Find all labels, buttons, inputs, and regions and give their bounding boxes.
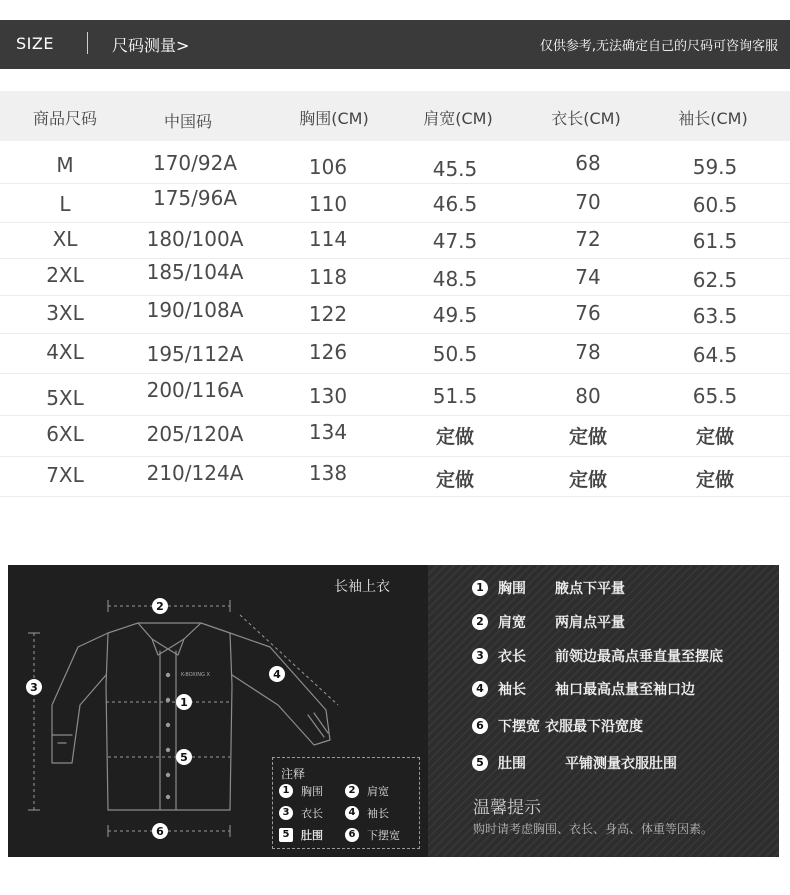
diagram-legend xyxy=(272,757,420,849)
instruction-hem: 6 下摆宽 衣服最下沿宽度 xyxy=(472,716,643,736)
cell-sleeve: 64.5 xyxy=(692,343,738,367)
cell-cn-code: 200/116A xyxy=(146,378,244,402)
table-row xyxy=(0,416,790,457)
cell-sleeve: 定做 xyxy=(695,469,735,491)
left-cuff xyxy=(52,735,72,743)
cell-size: 3XL xyxy=(46,301,84,325)
cell-size: 6XL xyxy=(46,422,84,446)
table-row xyxy=(0,457,790,497)
marker-2: 2 xyxy=(156,600,164,613)
cell-size: XL xyxy=(52,227,78,251)
cell-chest: 130 xyxy=(308,384,348,408)
cell-cn-code: 180/100A xyxy=(146,227,244,251)
cell-size: 2XL xyxy=(46,263,84,287)
col-header-sleeve: 袖长(CM) xyxy=(678,109,748,128)
table-row xyxy=(0,223,790,259)
cell-sleeve: 61.5 xyxy=(692,229,738,253)
cell-cn-code: 185/104A xyxy=(146,260,244,284)
size-table-header xyxy=(0,91,790,141)
cell-chest: 134 xyxy=(308,420,348,444)
cell-length: 68 xyxy=(575,151,601,175)
cell-shoulder: 48.5 xyxy=(432,267,478,291)
marker-4: 4 xyxy=(273,668,281,681)
cell-size: M xyxy=(56,153,74,177)
cell-length: 78 xyxy=(575,340,601,364)
cell-length: 72 xyxy=(575,227,601,251)
marker-6: 6 xyxy=(156,825,164,838)
cell-chest: 106 xyxy=(308,155,348,179)
instruction-chest: 1 胸围 腋点下平量 xyxy=(472,578,625,598)
instruction-sleeve: 4 袖长 袖口最高点量至袖口边 xyxy=(472,679,695,699)
cell-sleeve: 62.5 xyxy=(692,268,738,292)
row-divider xyxy=(0,496,790,497)
legend-item-shoulder: 2 肩宽 xyxy=(345,783,389,799)
cell-cn-code: 170/92A xyxy=(152,151,238,175)
cell-shoulder: 定做 xyxy=(435,469,475,491)
shirt-collar xyxy=(138,623,201,655)
cell-sleeve: 65.5 xyxy=(692,384,738,408)
table-row xyxy=(0,184,790,223)
cell-shoulder: 46.5 xyxy=(432,192,478,216)
brand-mark: K-BOXING X xyxy=(181,672,210,678)
col-header-size: 商品尺码 xyxy=(32,109,98,128)
instruction-belly: 5 肚围 平铺测量衣服肚围 xyxy=(472,753,677,773)
instruction-shoulder: 2 肩宽 两肩点平量 xyxy=(472,612,625,632)
cell-size: L xyxy=(59,192,71,216)
legend-item-chest: 1 胸围 xyxy=(279,783,323,799)
cell-shoulder: 47.5 xyxy=(432,229,478,253)
shirt-body-outline xyxy=(106,623,232,810)
cell-cn-code: 190/108A xyxy=(146,298,244,322)
col-header-length: 衣长(CM) xyxy=(551,109,621,128)
cell-shoulder: 45.5 xyxy=(432,157,478,181)
cell-sleeve: 63.5 xyxy=(692,304,738,328)
cell-chest: 114 xyxy=(308,227,348,251)
sleeve-line xyxy=(240,615,338,705)
tip-title: 温馨提示 xyxy=(473,798,541,818)
cell-chest: 122 xyxy=(308,302,348,326)
cell-length: 80 xyxy=(575,384,601,408)
table-row xyxy=(0,374,790,416)
cell-chest: 118 xyxy=(308,265,348,289)
measure-link[interactable]: 尺码测量> xyxy=(112,36,190,55)
cell-length: 74 xyxy=(575,265,601,289)
cell-length: 70 xyxy=(575,190,601,214)
garment-type-title: 长袖上衣 xyxy=(334,579,390,595)
col-header-cn: 中国码 xyxy=(163,112,213,131)
size-label: SIZE xyxy=(16,34,54,53)
reference-note: 仅供参考,无法确定自己的尺码可咨询客服 xyxy=(539,39,778,54)
cell-shoulder: 49.5 xyxy=(432,303,478,327)
table-row xyxy=(0,296,790,334)
legend-item-sleeve: 4 袖长 xyxy=(345,805,389,821)
table-row xyxy=(0,334,790,374)
marker-3: 3 xyxy=(30,681,38,694)
header-divider xyxy=(87,32,88,54)
cell-length: 定做 xyxy=(568,426,608,448)
cell-shoulder: 50.5 xyxy=(432,342,478,366)
size-header-bar xyxy=(0,20,790,69)
cell-sleeve: 60.5 xyxy=(692,193,738,217)
marker-5: 5 xyxy=(180,751,188,764)
cell-cn-code: 205/120A xyxy=(146,422,244,446)
cell-sleeve: 定做 xyxy=(695,426,735,448)
right-cuff xyxy=(308,713,328,737)
tip-text: 购时请考虑胸围、衣长、身高、体重等因素。 xyxy=(473,822,714,836)
cell-shoulder: 51.5 xyxy=(432,384,478,408)
cell-length: 76 xyxy=(575,301,601,325)
marker-1: 1 xyxy=(180,696,188,709)
cell-chest: 110 xyxy=(308,192,348,216)
legend-title: 注释 xyxy=(281,767,306,781)
cell-size: 4XL xyxy=(46,340,84,364)
cell-size: 7XL xyxy=(46,463,84,487)
cell-cn-code: 195/112A xyxy=(146,342,244,366)
cell-chest: 126 xyxy=(308,340,348,364)
cell-size: 5XL xyxy=(46,386,84,410)
legend-item-belly: 5 肚围 xyxy=(279,827,323,843)
shirt-buttons xyxy=(166,673,170,799)
legend-item-hem: 6 下摆宽 xyxy=(345,827,400,843)
cell-chest: 138 xyxy=(308,461,348,485)
col-header-shoulder: 肩宽(CM) xyxy=(423,109,493,128)
legend-item-length: 3 衣长 xyxy=(279,805,323,821)
cell-cn-code: 210/124A xyxy=(146,461,244,485)
instruction-length: 3 衣长 前领边最高点垂直量至摆底 xyxy=(472,646,723,666)
cell-length: 定做 xyxy=(568,469,608,491)
cell-cn-code: 175/96A xyxy=(152,186,238,210)
cell-sleeve: 59.5 xyxy=(692,155,738,179)
col-header-chest: 胸围(CM) xyxy=(299,109,369,128)
table-row xyxy=(0,259,790,296)
cell-shoulder: 定做 xyxy=(435,426,475,448)
right-sleeve-outline xyxy=(230,633,330,745)
table-row xyxy=(0,141,790,184)
